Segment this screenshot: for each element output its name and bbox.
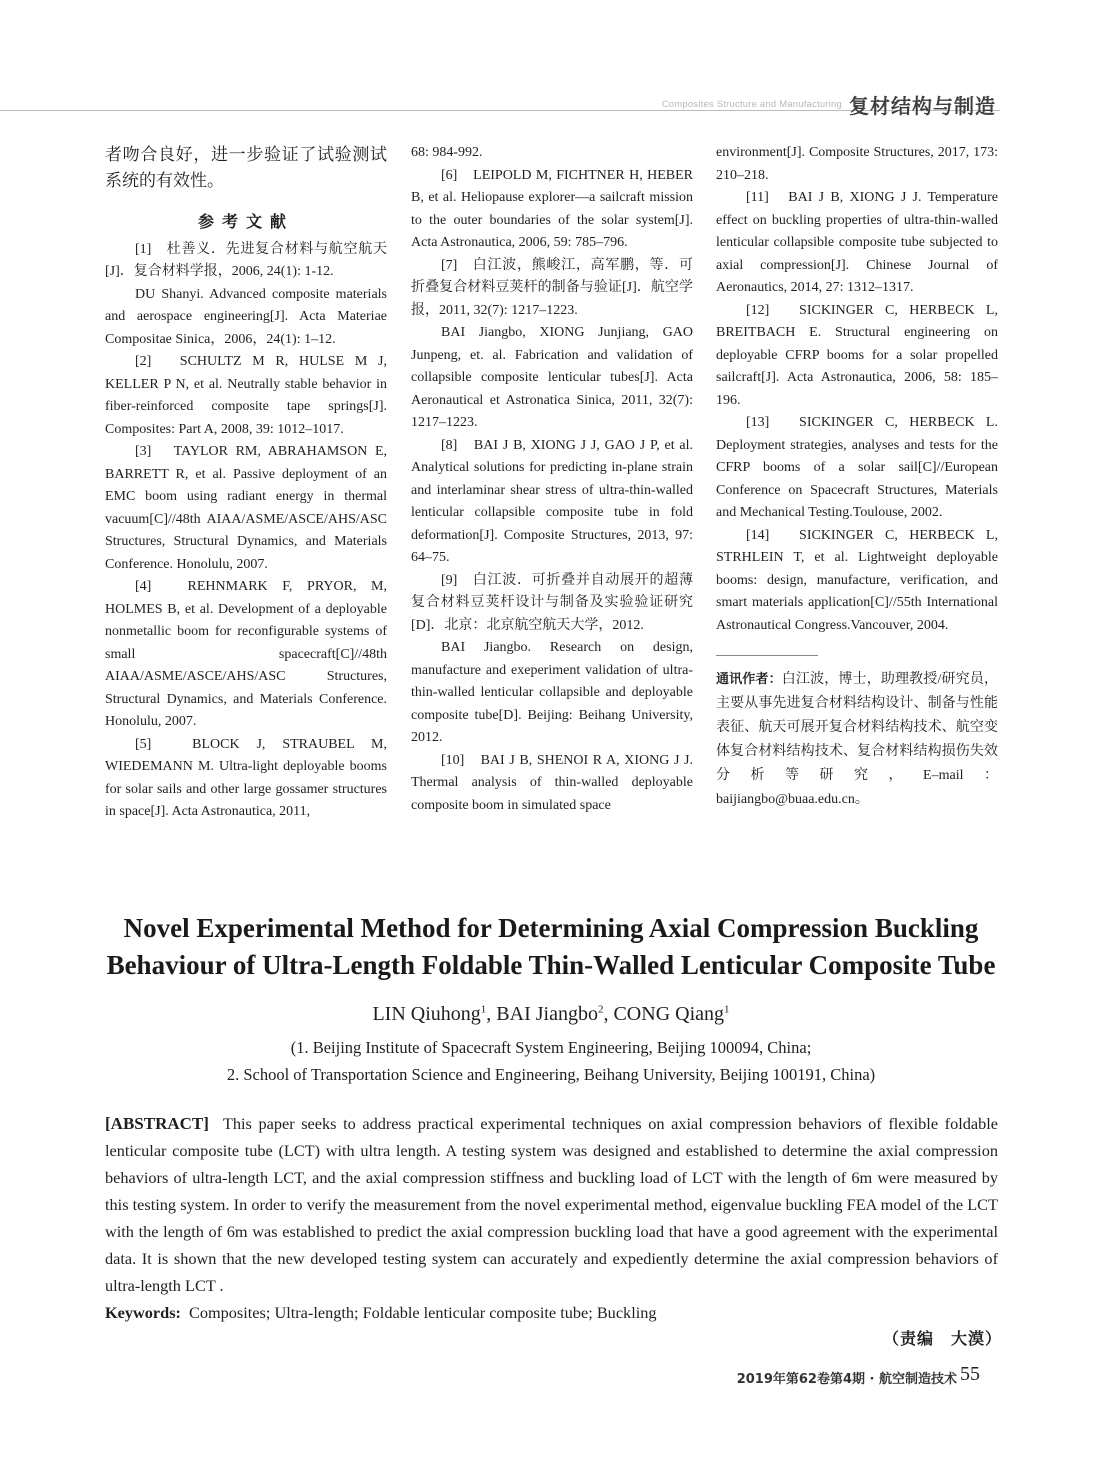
- keywords-text: Composites; Ultra-length; Foldable lenticular composite tube; Buckling: [188, 1303, 657, 1322]
- reference-13: [13] SICKINGER C, HERBECK L. Deployment strategies, analyses and tests for the CFRP booms of a solar sail[C]//European Conference on Spacecraft Structures, Materials and Mechanical Testing.Toulouse, 2002.: [716, 415, 998, 520]
- author-affiliation-mark: 1: [724, 1003, 730, 1016]
- affiliation-2: 2. School of Transportation Science and Engineering, Beihang University, Beijing 100191, China): [226, 1065, 876, 1084]
- reference-10-cont: environment[J]. Composite Structures, 2017, 173: 210–218.: [716, 145, 998, 183]
- author-affiliation-mark: 1: [480, 1003, 487, 1016]
- affiliation-1: (1. Beijing Institute of Spacecraft System Engineering, Beijing 100094, China;: [290, 1038, 812, 1057]
- column-2: [411, 142, 693, 817]
- reference-4: [4] REHNMARK F, PRYOR, M, HOLMES B, et al. Development of a deployable nonmetallic boom for reconfigurable systems of small spacecraft[C]//48th AIAA/ASME/ASCE/AHS/ASC Structures, Structural Dynamics, and Materials Conference. Honolulu, 2007.: [105, 579, 387, 729]
- author-name: BAI Jiangbo: [496, 1003, 598, 1025]
- abstract-text: This paper seeks to address practical experimental techniques on axial compression behaviors of flexible foldable lenticular composite tube (LCT) with ultra length. A testing system was designed and established to determine the axial compression behaviors of ultra-length LCT, and the axial compression stiffness and buckling load of LCT with the length of 6m were measured by this testing system. In order to verify the measurement from the novel experimental method, eigenvalue buckling FEA model of the LCT with the length of 6m was established to predict the axial compression buckling load that have a good agreement with the experimental data. It is shown that the new developed testing system can accurately and expediently determine the axial compression behaviors of ultra-length LCT .: [105, 1114, 998, 1295]
- reference-8: [8] BAI J B, XIONG J J, GAO J P, et al. Analytical solutions for predicting in-plane strain and interlaminar shear stress of ultra-thin-walled lenticular collapsible composite tube in fold deformation[J]. Composite Structures, 2013, 97: 64–75.: [411, 437, 693, 565]
- keywords-label: Keywords:: [105, 1303, 181, 1322]
- reference-2: [2] SCHULTZ M R, HULSE M J, KELLER P N, et al. Neutrally stable behavior in fiber-reinforced composite tape springs[J]. Composites: Part A, 2008, 39: 1012–1017.: [105, 354, 387, 437]
- footer-issue: 2019年第62卷第4期 · 航空制造技术: [736, 1372, 957, 1387]
- body-text-cn: 者吻合良好，进一步验证了试验测试系统的有效性。: [105, 145, 387, 190]
- column-3: [716, 142, 998, 812]
- corresponding-author-text: 白江波，博士，助理教授/研究员，主要从事先进复合材料结构设计、制备与性能表征、航天可展开复合材料结构技术、航空变体复合材料结构技术、复合材料结构损伤失效分析等研究，E–mail：baijiangbo@buaa.edu.cn。: [716, 672, 998, 807]
- page-number: 55: [960, 1363, 980, 1385]
- journal-name-cn: 复材结构与制造: [849, 94, 996, 118]
- reference-12: [12] SICKINGER C, HERBECK L, BREITBACH E. Structural engineering on deployable CFRP booms for a solar propelled sailcraft[J]. Acta Astronautica, 2006, 58: 185–196.: [716, 302, 998, 408]
- abstract: [105, 1110, 998, 1299]
- author-name: LIN Qiuhong: [372, 1003, 481, 1025]
- reference-7-en: BAI Jiangbo, XIONG Junjiang, GAO Junpeng, et. al. Fabrication and validation of collapsible composite lenticular tubes[J]. Acta Aeronautical et Astronatica Sinica, 2011, 32(7): 1217–1223.: [411, 325, 693, 430]
- corresponding-author: [716, 668, 998, 812]
- reference-5-cont: 68: 984-992.: [411, 145, 483, 160]
- column-1: [105, 142, 387, 824]
- reference-9: [9] 白江波．可折叠并自动展开的超薄复合材料豆荚杆设计与制备及实验验证研究[D]．北京：北京航空航天大学，2012.: [411, 572, 693, 633]
- reference-1-en: DU Shanyi. Advanced composite materials and aerospace engineering[J]. Acta Materiae Compositae Sinica，2006，24(1): 1–12.: [105, 286, 387, 347]
- corresponding-author-label: 通讯作者：: [716, 672, 782, 687]
- reference-3: [3] TAYLOR RM, ABRAHAMSON E, BARRETT R, et al. Passive deployment of an EMC boom using radiant energy in thermal vacuum[C]//48th AIAA/ASME/ASCE/AHS/ASC Structures, Structural Dynamics, and Materials Conference. Honolulu, 2007.: [105, 444, 387, 572]
- reference-6: [6] LEIPOLD M, FICHTNER H, HEBER B, et al. Heliopause explorer—a sailcraft mission to the outer boundaries of the solar system[J]. Acta Astronautica, 2006, 59: 785–796.: [411, 167, 693, 250]
- reference-7: [7] 白江波，熊峻江，高军鹏，等．可折叠复合材料豆荚杆的制备与验证[J]．航空学报，2011, 32(7): 1217–1223.: [411, 257, 693, 318]
- editor-note: （责编 大漠）: [882, 1329, 1002, 1348]
- reference-10: [10] BAI J B, SHENOI R A, XIONG J J. Thermal analysis of thin-walled deployable composite boom in simulated space: [411, 752, 693, 813]
- reference-9-en: BAI Jiangbo. Research on design, manufacture and exeperiment validation of ultra-thin-walled lenticular collapsible and deployable composite tube[D]. Beijing: Beihang University, 2012.: [411, 640, 693, 745]
- title-line-1: Novel Experimental Method for Determining Axial Compression Buckling: [123, 913, 979, 943]
- english-title: [60, 910, 1042, 984]
- reference-11: [11] BAI J B, XIONG J J. Temperature effect on buckling properties of ultra-thin-walled lenticular collapsible composite tube subjected to axial compression[J]. Chinese Journal of Aeronautics, 2014, 27: 1312–1317.: [716, 190, 998, 295]
- reference-1: [1] 杜善义．先进复合材料与航空航天[J]．复合材料学报，2006, 24(1): 1-12.: [105, 241, 387, 279]
- reference-5: [5] BLOCK J, STRAUBEL M, WIEDEMANN M. Ultra-light deployable booms for solar sails and other large gossamer structures in space[J]. Acta Astronautica, 2011,: [105, 736, 387, 819]
- reference-14: [14] SICKINGER C, HERBECK L, STRHLEIN T, et al. Lightweight deployable booms: design, manufacture, verification, and smart materials application[C]//55th International Astronautical Congress.Vancouver, 2004.: [716, 527, 998, 633]
- author-list: [0, 1003, 1102, 1026]
- author-affiliation-mark: 2: [597, 1003, 604, 1016]
- journal-name-en: Composites Structure and Manufacturing: [661, 99, 842, 110]
- footnote-divider: [716, 655, 818, 656]
- references-heading: 参考文献: [197, 212, 294, 231]
- author-separator: ,: [486, 1003, 497, 1025]
- title-line-2: Behaviour of Ultra-Length Foldable Thin-Walled Lenticular Composite Tube: [106, 950, 996, 980]
- keywords: [105, 1299, 998, 1326]
- author-separator: ,: [603, 1003, 614, 1025]
- author-name: CONG Qiang: [613, 1003, 725, 1025]
- abstract-label: [ABSTRACT]: [105, 1114, 209, 1133]
